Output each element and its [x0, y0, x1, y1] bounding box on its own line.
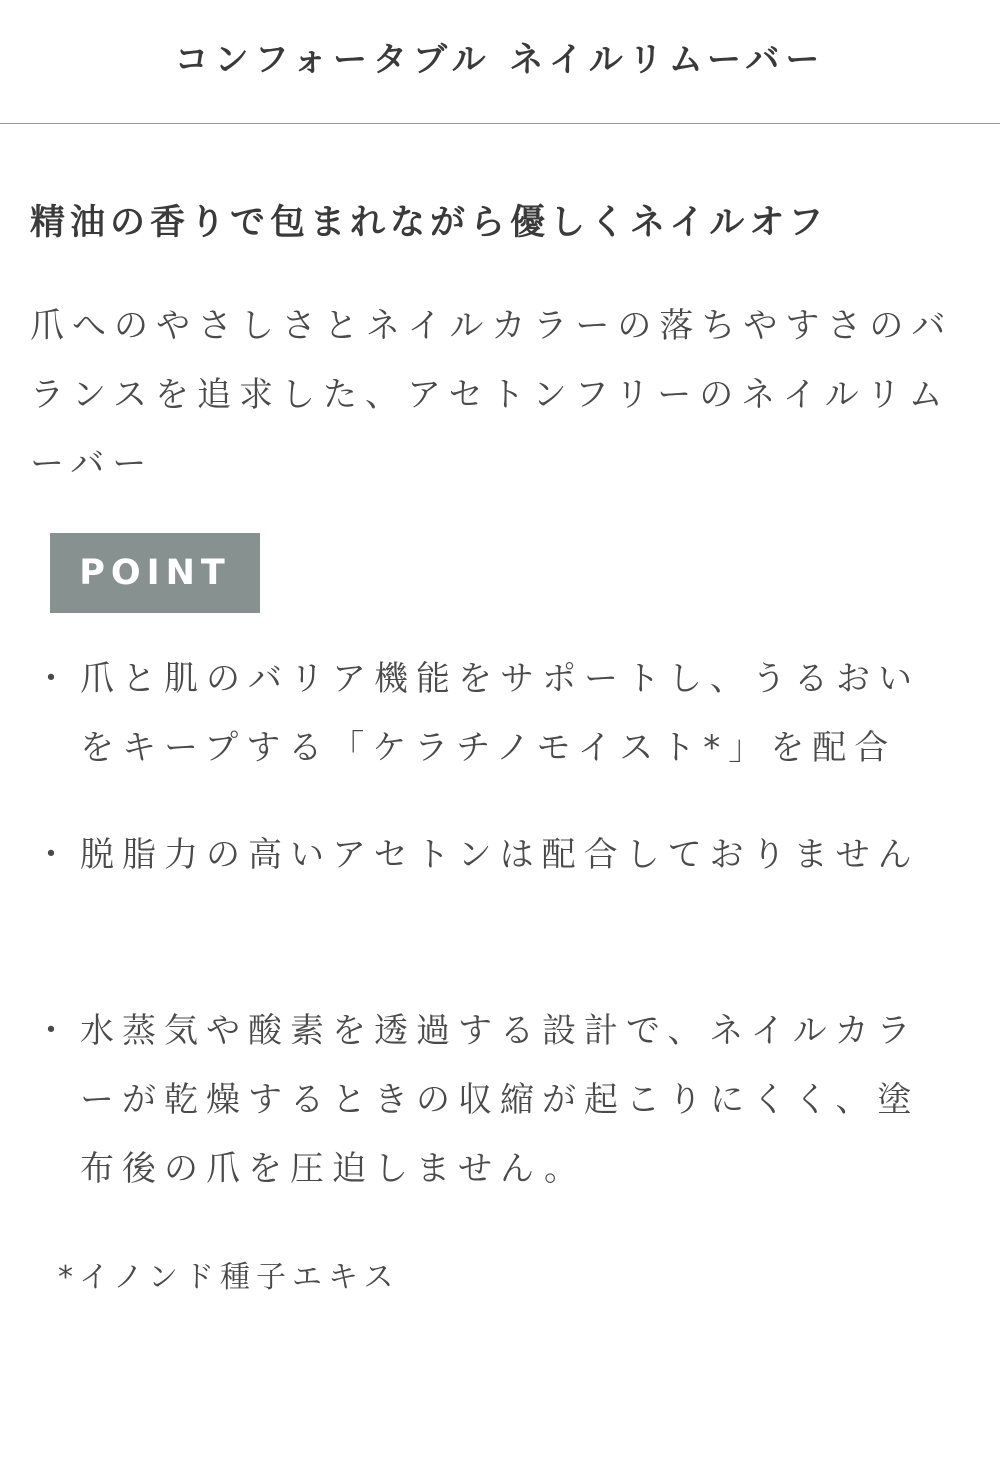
point-text: 水蒸気や酸素を透過する設計で、ネイルカラーが乾燥するときの収縮が起こりにくく、塗布後の爪を圧迫しません。	[80, 1011, 920, 1189]
bullet-icon: ・	[34, 835, 76, 875]
bullet-icon: ・	[34, 659, 76, 699]
points-list	[30, 645, 970, 1204]
bullet-icon: ・	[34, 1011, 76, 1051]
point-item	[30, 821, 970, 890]
point-item	[30, 997, 970, 1204]
point-text: 脱脂力の高いアセトンは配合しておりません	[80, 835, 920, 875]
header	[0, 0, 1000, 124]
main-content	[0, 198, 1000, 1296]
footnote: *イノンド種子エキス	[58, 1260, 400, 1295]
product-description: 爪へのやさしさとネイルカラーの落ちやすさのバランスを追求した、アセトンフリーのネイルリムーバー	[30, 306, 954, 484]
page-title: コンフォータブル ネイルリムーバー	[174, 40, 826, 80]
point-badge: POINT	[50, 533, 260, 613]
point-item	[30, 645, 970, 783]
product-headline: 精油の香りで包まれながら優しくネイルオフ	[30, 203, 829, 243]
point-text: 爪と肌のバリア機能をサポートし、うるおいをキープする「ケラチノモイスト*」を配合	[80, 659, 920, 768]
